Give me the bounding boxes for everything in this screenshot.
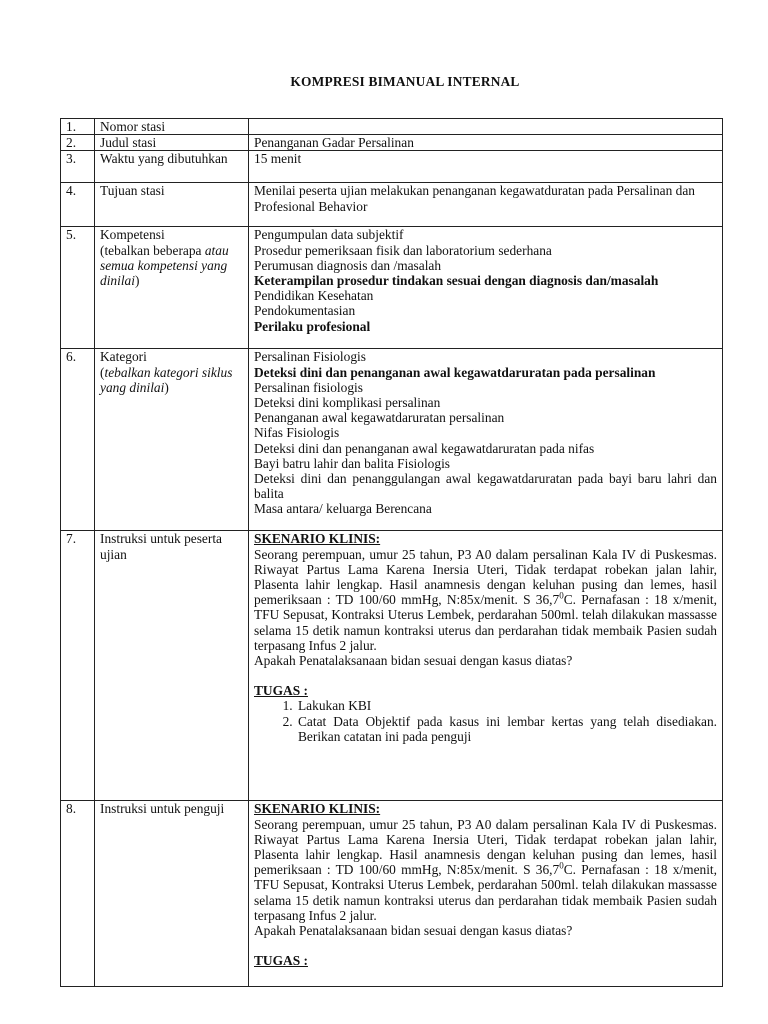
scenario-text-pre: Seorang perempuan, umur 25 tahun, P3 A0 dalam persalinan Kala IV di Puskesmas. Riwayat Partus Lama Karena Inersia Uteri, Tidak terdapat robekan jalan lahir, Plasenta lahir lengkap. Hasil anamnesis dengan keluhan pusing dan lemes, hasil pemeriksaan : TD 100/60 mmHg, N:85x/menit. S 36,7 bbox=[254, 546, 717, 608]
row-label: Instruksi untuk peserta ujian bbox=[95, 531, 249, 801]
list-item: Deteksi dini komplikasi persalinan bbox=[254, 395, 441, 411]
list-item: Deteksi dini dan penanganan awal kegawatdaruratan pada nifas bbox=[254, 440, 595, 456]
row-value: Menilai peserta ujian melakukan penanganan kegawatduratan pada Persalinan dan Profesional Behavior bbox=[249, 183, 723, 227]
table-row bbox=[61, 227, 723, 349]
list-item: Penanganan awal kegawatdaruratan persalinan bbox=[254, 410, 505, 426]
station-table bbox=[60, 118, 723, 987]
row-value: 15 menit bbox=[249, 151, 723, 183]
label-note-italic: atau semua kompetensi yang dinilai bbox=[100, 242, 229, 289]
tasks-list bbox=[254, 698, 717, 744]
label-note-open: ( bbox=[100, 364, 105, 380]
list-item: Perumusan diagnosis dan /masalah bbox=[254, 257, 442, 273]
scenario-text-post: C. Pernafasan : 18 x/menit, TFU Sepusat, Kontraksi Uterus Lembek, perdarahan 500ml. telah dilakukan massasse selama 15 detik namun kontraksi uterus dan perdarahan tidak membaik Pasien sudah terpasang Infus 2 jalur. bbox=[254, 592, 717, 653]
table-row bbox=[61, 531, 723, 801]
tasks-heading: TUGAS : bbox=[254, 953, 308, 969]
list-item: Perilaku profesional bbox=[254, 318, 371, 334]
label-note-end: ) bbox=[164, 379, 169, 395]
row-label bbox=[95, 349, 249, 531]
table-row bbox=[61, 183, 723, 227]
scenario-question: Apakah Penatalaksanaan bidan sesuai dengan kasus diatas? bbox=[254, 923, 573, 939]
label-text: Kategori bbox=[100, 349, 147, 365]
scenario-text-post: C. Pernafasan : 18 x/menit, TFU Sepusat, Kontraksi Uterus Lembek, perdarahan 500ml. telah dilakukan massasse selama 15 detik namun kontraksi uterus dan perdarahan tidak membaik Pasien sudah terpasang Infus 2 jalur. bbox=[254, 862, 717, 923]
competency-list bbox=[249, 227, 723, 349]
row-number: 3. bbox=[61, 151, 95, 183]
row-value bbox=[249, 531, 723, 801]
row-number: 5. bbox=[61, 227, 95, 349]
table-row bbox=[61, 119, 723, 135]
list-item: Deteksi dini dan penanggulangan awal kegawatdaruratan pada bayi baru lahri dan balita bbox=[254, 471, 717, 502]
task-item: 2. Catat Data Objektif pada kasus ini lembar kertas yang telah disediakan. Berikan catatan ini pada penguji bbox=[296, 714, 717, 744]
list-item: Pendidikan Kesehatan bbox=[254, 288, 374, 304]
row-number: 6. bbox=[61, 349, 95, 531]
row-label bbox=[95, 227, 249, 349]
degree-superscript: 0 bbox=[559, 860, 564, 871]
row-label: Judul stasi bbox=[95, 135, 249, 151]
row-number: 8. bbox=[61, 801, 95, 987]
list-item: Persalinan fisiologis bbox=[254, 379, 363, 395]
label-note-italic: tebalkan kategori siklus yang dinilai bbox=[100, 364, 233, 395]
row-value bbox=[249, 801, 723, 987]
scenario-text-pre: Seorang perempuan, umur 25 tahun, P3 A0 dalam persalinan Kala IV di Puskesmas. Riwayat Partus Lama Karena Inersia Uteri, Tidak terdapat robekan jalan lahir, Plasenta lahir lengkap. Hasil anamnesis dengan keluhan pusing dan lemes, hasil pemeriksaan : TD 100/60 mmHg, N:85x/menit. S 36,7 bbox=[254, 816, 717, 878]
row-label: Waktu yang dibutuhkan bbox=[95, 151, 249, 183]
scenario-text bbox=[254, 547, 717, 653]
table-row bbox=[61, 135, 723, 151]
table-row bbox=[61, 801, 723, 987]
table-row bbox=[61, 349, 723, 531]
row-label: Instruksi untuk penguji bbox=[95, 801, 249, 987]
scenario-heading: SKENARIO KLINIS: bbox=[254, 531, 381, 547]
list-item: Bayi batru lahir dan balita Fisiologis bbox=[254, 455, 450, 471]
list-item: Persalinan Fisiologis bbox=[254, 349, 366, 365]
tasks-heading: TUGAS : bbox=[254, 683, 308, 699]
list-item: Prosedur pemeriksaan fisik dan laboratorium sederhana bbox=[254, 242, 552, 258]
list-item: Nifas Fisiologis bbox=[254, 425, 340, 441]
list-item: Keterampilan prosedur tindakan sesuai dengan diagnosis dan/masalah bbox=[254, 273, 659, 289]
task-item: 1. Lakukan KBI bbox=[296, 698, 717, 713]
row-label: Tujuan stasi bbox=[95, 183, 249, 227]
row-value: Penanganan Gadar Persalinan bbox=[249, 135, 723, 151]
category-list bbox=[249, 349, 723, 531]
row-number: 1. bbox=[61, 119, 95, 135]
list-item: Pengumpulan data subjektif bbox=[254, 227, 404, 243]
scenario-heading: SKENARIO KLINIS: bbox=[254, 801, 381, 817]
label-note-end: ) bbox=[134, 273, 140, 289]
label-note: (tebalkan beberapa bbox=[100, 242, 202, 258]
table-row bbox=[61, 151, 723, 183]
degree-superscript: 0 bbox=[559, 590, 564, 601]
scenario-question: Apakah Penatalaksanaan bidan sesuai dengan kasus diatas? bbox=[254, 653, 573, 669]
page-title: KOMPRESI BIMANUAL INTERNAL bbox=[290, 74, 520, 89]
row-number: 2. bbox=[61, 135, 95, 151]
label-text: Kompetensi bbox=[100, 227, 165, 243]
row-number: 4. bbox=[61, 183, 95, 227]
row-number: 7. bbox=[61, 531, 95, 801]
scenario-text bbox=[254, 817, 717, 923]
row-label: Nomor stasi bbox=[95, 119, 249, 135]
list-item: Masa antara/ keluarga Berencana bbox=[254, 501, 432, 517]
list-item: Pendokumentasian bbox=[254, 303, 356, 319]
row-value bbox=[249, 119, 723, 135]
list-item: Deteksi dini dan penanganan awal kegawatdaruratan pada persalinan bbox=[254, 364, 656, 380]
